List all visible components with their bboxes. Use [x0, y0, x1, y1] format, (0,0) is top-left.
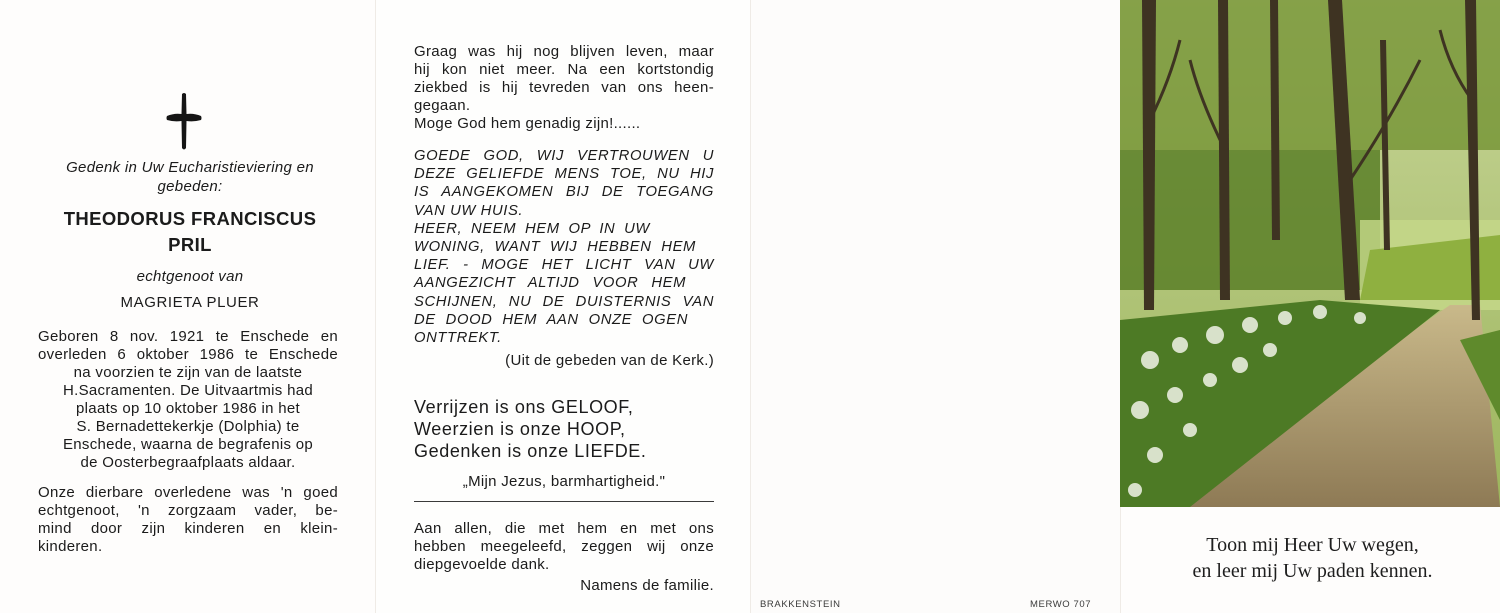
text-line: en leer mij Uw paden kennen. — [1192, 560, 1433, 582]
text-line: Gedenk in Uw Eucharistieviering en — [66, 159, 314, 176]
print-code: MERWO 707 — [1030, 599, 1092, 610]
text-line: Geboren 8 nov. 1921 te Enschede en — [38, 328, 338, 345]
text-line: PRIL — [168, 234, 212, 255]
spouse-name: MAGRIETA PLUER — [120, 294, 260, 311]
text-line: Verrijzen is ons GELOOF, — [414, 397, 634, 417]
cross-icon — [164, 92, 204, 152]
fold-line — [750, 0, 751, 613]
text-line: ziekbed is hij tevreden van ons heen- — [414, 79, 714, 96]
cover-verse — [1130, 532, 1495, 584]
thanks-paragraph — [414, 520, 714, 574]
biography-paragraph — [38, 328, 338, 472]
text-line: DE DOOD HEM AAN ONZE OGEN — [414, 311, 688, 328]
divider — [414, 501, 714, 502]
faith-hope-love — [414, 396, 714, 462]
text-line: Aan allen, die met hem en met ons — [414, 520, 714, 537]
text-line: AANGEZICHT ALTIJD VOOR HEM — [414, 275, 686, 292]
text-line: gegaan. — [414, 97, 471, 114]
text-line: Enschede, waarna de begrafenis op — [62, 436, 314, 453]
prayer-source: (Uit de gebeden van de Kerk.) — [505, 352, 714, 369]
forest-path-photo — [1120, 0, 1500, 507]
text-line: THEODORUS FRANCISCUS — [63, 208, 317, 229]
text-line: plaats op 10 oktober 1986 in het — [76, 400, 300, 417]
text-line: Graag was hij nog blijven leven, maar — [414, 43, 714, 60]
spouse-intro: echtgenoot van — [136, 268, 244, 285]
text-line: VAN UW HUIS. — [414, 202, 524, 219]
text-line: H.Sacramenten. De Uitvaartmis had — [63, 382, 313, 399]
text-line: HEER, NEEM HEM OP IN UW — [414, 220, 650, 237]
text-line: Weerzien is onze HOOP, — [414, 419, 626, 439]
text-line: WONING, WANT WIJ HEBBEN HEM — [414, 239, 696, 256]
text-line: kinderen. — [38, 538, 103, 555]
text-line: na voorzien te zijn van de laatste — [73, 364, 303, 381]
prayer-text — [414, 147, 714, 347]
text-line: overleden 6 oktober 1986 te Enschede — [38, 346, 338, 363]
text-line: de Oosterbegraafplaats aldaar. — [80, 454, 296, 471]
text-line: ONTTREKT. — [414, 330, 502, 347]
family-signature: Namens de familie. — [580, 577, 714, 594]
text-line: Toon mij Heer Uw wegen, — [1206, 534, 1419, 556]
text-line: mind door zijn kinderen en klein- — [38, 520, 338, 537]
jezus-invocation: „Mijn Jezus, barmhartigheid." — [462, 473, 666, 490]
text-line: Onze dierbare overledene was 'n goed — [38, 484, 338, 501]
text-line: DEZE GELIEFDE MENS TOE, NU HIJ — [414, 166, 714, 183]
text-line: LIEF. - MOGE HET LICHT VAN UW — [414, 257, 714, 274]
deceased-name — [40, 206, 340, 258]
card-panel-back — [750, 0, 1120, 613]
remembrance-heading — [40, 158, 340, 196]
text-line: S. Bernadettekerkje (Dolphia) te — [76, 418, 300, 435]
intro-paragraph — [414, 43, 714, 133]
text-line: SCHIJNEN, NU DE DUISTERNIS VAN — [414, 293, 714, 310]
fold-line — [375, 0, 376, 613]
text-line: Gedenken is onze LIEFDE. — [414, 441, 647, 461]
text-line: echtgenoot, 'n zorgzaam vader, be- — [38, 502, 338, 519]
text-line: IS AANGEKOMEN BIJ DE TOEGANG — [414, 184, 714, 201]
text-line: hebben meegeleefd, zeggen wij onze — [414, 538, 714, 555]
text-line: diepgevoelde dank. — [414, 556, 550, 573]
text-line: gebeden: — [157, 178, 223, 195]
remembrance-paragraph — [38, 484, 338, 556]
text-line: GOEDE GOD, WIJ VERTROUWEN U — [414, 148, 714, 164]
printer-mark: BRAKKENSTEIN — [760, 599, 841, 610]
text-line: Moge God hem genadig zijn!...... — [414, 115, 641, 132]
text-line: hij kon niet meer. Na een kortstondig — [414, 61, 714, 78]
